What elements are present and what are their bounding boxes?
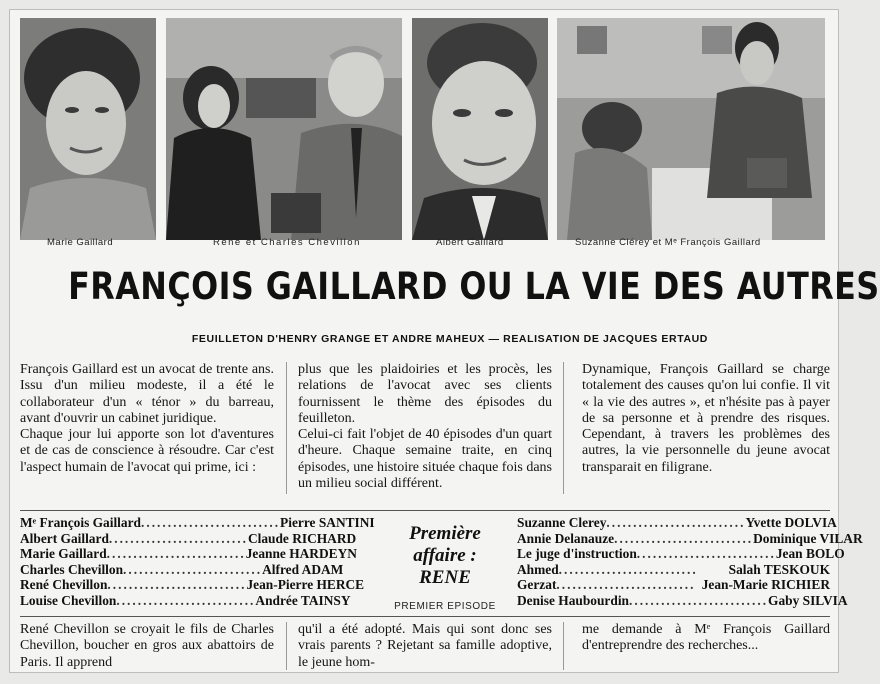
article-credits: FEUILLETON D'HENRY GRANGE ET ANDRE MAHEUX — REALISATION DE JACQUES ERTAUD xyxy=(191,333,708,345)
cast-row: Ahmed .......................... Salah TESKOUK xyxy=(517,561,830,577)
episode-title-line: Première xyxy=(409,523,481,544)
cast-role: Ahmed xyxy=(517,561,559,577)
cast-actor: Jean BOLO xyxy=(775,546,845,562)
paragraph: plus que les plaidoiries et les procès, les relations de l'avocat avec ses clients fournissent le thème des épisodes du feuilleton. xyxy=(298,362,552,426)
cast-row: Mᵉ François Gaillard .......................... Pierre SANTINI xyxy=(20,515,375,530)
cast-role: Le juge d'instruction xyxy=(517,546,637,562)
photo-caption: Marie Gaillard xyxy=(47,237,114,248)
paragraph: Celui-ci fait l'objet de 40 épisodes d'un quart d'heure. Chaque semaine traite, en cinq épisodes, une histoire située chaque fois dans un milieu social différent. xyxy=(298,427,552,492)
column-divider xyxy=(563,622,564,670)
cast-role: Albert Gaillard xyxy=(20,530,109,546)
section-divider xyxy=(20,616,830,617)
cast-actor: Jean-Marie RICHIER xyxy=(701,577,830,593)
section-divider xyxy=(20,510,830,511)
photo-caption: Suzanne Clérey et Mᵉ François Gaillard xyxy=(575,237,761,248)
cast-row: Gerzat .......................... Jean-Marie RICHIER xyxy=(517,577,830,593)
column-divider xyxy=(286,362,287,494)
magazine-page xyxy=(9,9,880,673)
photo-caption: Albert Gaillard xyxy=(436,237,504,248)
cast-actor: Jeanne HARDEYN xyxy=(245,546,357,562)
cast-row: Louise Chevillon .......................... Andrée TAINSY xyxy=(20,592,351,608)
article-column-1 xyxy=(20,362,274,476)
paragraph: Chaque jour lui apporte son lot d'aventures et de cas de conscience à résoudre. Car c'est l'aspect humain de l'avocat qui prime, ici : xyxy=(20,427,274,475)
cast-actor: Jean-Pierre HERCE xyxy=(246,577,365,593)
photo-albert-gaillard xyxy=(412,18,548,240)
column-divider xyxy=(563,362,564,494)
photo-rene-charles-chevillon xyxy=(166,18,402,240)
episode-title-line: RENE xyxy=(419,567,471,588)
cast-actor: Dominique VILAR xyxy=(753,530,863,546)
cast-row: Albert Gaillard .......................... Claude RICHARD xyxy=(20,530,357,546)
paragraph: me demande à Mᵉ François Gaillard d'entreprendre des recherches... xyxy=(582,622,830,654)
cast-row: Suzanne Clerey .......................... Yvette DOLVIA xyxy=(517,515,837,530)
cast-role: Gerzat xyxy=(517,577,557,593)
article-column-2 xyxy=(298,362,552,492)
summary-column-3 xyxy=(582,622,830,655)
cast-row: Marie Gaillard .......................... Jeanne HARDEYN xyxy=(20,546,357,562)
cast-role: Charles Chevillon xyxy=(20,561,124,577)
paragraph: René Chevillon se croyait le fils de Charles Chevillon, boucher en gros aux abattoirs de Paris. Il apprend xyxy=(20,622,274,670)
paragraph: qu'il a été adopté. Mais qui sont donc ses vrais parents ? Rejetant sa famille adoptive, le jeune hom- xyxy=(298,622,552,670)
episode-title xyxy=(355,523,535,589)
cast-role: Mᵉ François Gaillard xyxy=(20,515,141,530)
cast-row: Denise Haubourdin .......................... Gaby SILVIA xyxy=(517,592,848,608)
cast-role: Annie Delanauze xyxy=(517,530,615,546)
summary-column-1 xyxy=(20,622,274,671)
cast-actor: Andrée TAINSY xyxy=(255,592,351,608)
paragraph: Dynamique, François Gaillard se charge totalement des causes qu'on lui confie. Il vit « la vie des autres », et n'hésite pas à payer de sa personne et à prendre des risques. Cependant, à travers les problèmes des autres, la vie personnelle du jeune avocat transparait en filigrane. xyxy=(582,362,830,475)
cast-actor: Claude RICHARD xyxy=(247,530,357,546)
cast-actor: Pierre SANTINI xyxy=(280,515,375,530)
cast-row: Annie Delanauze .......................... Dominique VILAR xyxy=(517,530,863,546)
article-column-3 xyxy=(582,362,830,476)
cast-role: Marie Gaillard xyxy=(20,546,107,562)
cast-row: Le juge d'instruction .......................... Jean BOLO xyxy=(517,546,845,562)
cast-actor: Gaby SILVIA xyxy=(768,592,848,608)
cast-role: Louise Chevillon xyxy=(20,592,117,608)
cast-role: Denise Haubourdin xyxy=(517,592,629,608)
cast-role: René Chevillon xyxy=(20,577,108,593)
photo-suzanne-francois xyxy=(557,18,825,240)
cast-actor: Yvette DOLVIA xyxy=(745,515,837,530)
summary-column-2 xyxy=(298,622,552,671)
episode-subtitle: PREMIER EPISODE xyxy=(394,601,496,612)
cast-role: Suzanne Clerey xyxy=(517,515,607,530)
cast-list-right xyxy=(517,515,863,609)
episode-title-line: affaire : xyxy=(413,545,477,566)
cast-row: Charles Chevillon .......................... Alfred ADAM xyxy=(20,561,344,577)
photo-marie-gaillard xyxy=(20,18,156,240)
paragraph: François Gaillard est un avocat de trente ans. Issu d'un milieu modeste, il a été le collaborateur d'un « ténor » du barreau, avant d'ouvrir un cabinet juridique. xyxy=(20,362,274,426)
article-headline: FRANÇOIS GAILLARD OU LA VIE DES AUTRES xyxy=(68,265,880,308)
cast-row: René Chevillon .......................... Jean-Pierre HERCE xyxy=(20,577,365,593)
cast-actor: Salah TESKOUK xyxy=(728,561,830,577)
column-divider xyxy=(286,622,287,670)
cast-list-left xyxy=(20,515,375,609)
photo-caption: René et Charles Chevillon xyxy=(213,237,361,248)
cast-actor: Alfred ADAM xyxy=(262,561,344,577)
